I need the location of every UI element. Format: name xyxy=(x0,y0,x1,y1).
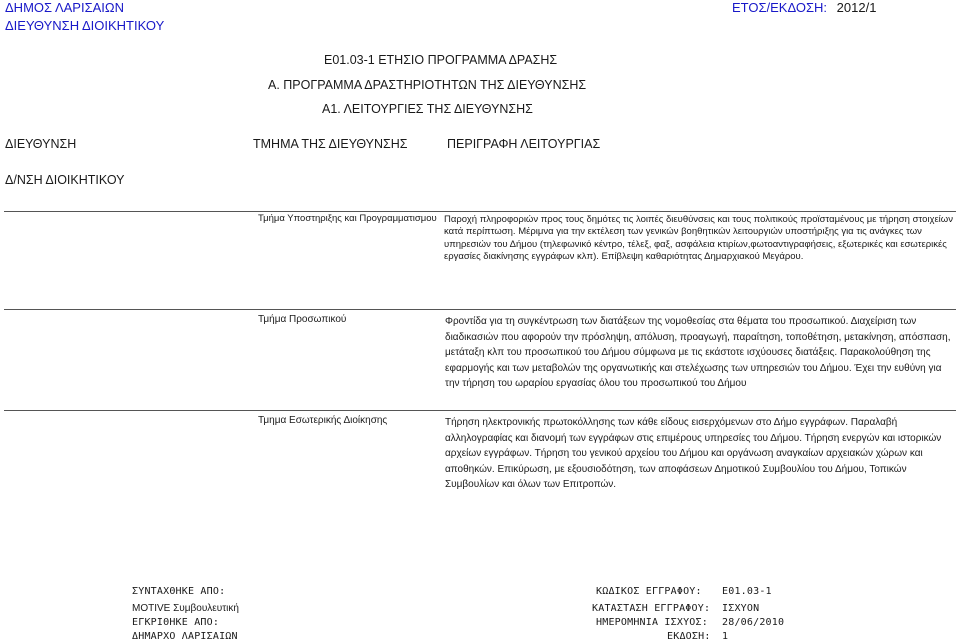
department-name: Τμήμα Υποστηριξης και Προγραμματισμου xyxy=(258,213,437,224)
column-header-directorate: ΔΙΕΥΘΥΝΣΗ xyxy=(5,137,77,151)
edition-value: 1 xyxy=(722,631,729,642)
code-label: ΚΩΔΙΚΟΣ ΕΓΓΡΑΦΟΥ: xyxy=(596,586,702,597)
function-description: Παροχή πληροφοριών προς τους δημότες τις λοιπές διευθύνσεις και τους πολιτικούς προϊσταμένους με τήρηση στοιχείων κατά περίπτωση. Μέριμνα για την εκτέλεση των γενικών βοηθητικών λειτουργιών υποστήριξης για τις ανάγκες των υπηρεσιών του Δήμου (τηλεφωνικό κέντρο, τέλεξ, φαξ, ασφάλεια κτιρίων,φωτοαντιγραφήσεις, εξωτερικές και εσωτερικές εργασίες διακίνησης εγγράφων κλπ). Επίβλεψη καθαριότητας Δημαρχιακού Μεγάρου. xyxy=(444,214,953,263)
column-header-description: ΠΕΡΙΓΡΑΦΗ ΛΕΙΤΟΥΡΓΙΑΣ xyxy=(447,137,601,151)
row-divider xyxy=(4,309,956,310)
municipality-name: ΔΗΜΟΣ ΛΑΡΙΣΑΙΩΝ xyxy=(5,0,125,15)
approved-label: ΕΓΚΡΙΘΗΚΕ ΑΠΟ: xyxy=(132,617,220,628)
document-title: Ε01.03-1 ΕΤΗΣΙΟ ΠΡΟΓΡΑΜΜΑ ΔΡΑΣΗΣ xyxy=(324,53,558,67)
effective-date xyxy=(596,617,785,628)
column-header-department: ΤΜΗΜΑ ΤΗΣ ΔΙΕΥΘΥΝΣΗΣ xyxy=(253,137,408,151)
function-description: Φροντίδα για τη συγκέντρωση των διατάξεων της νομοθεσίας στα θέματα του προσωπικού. Διαχείριση των διαδικασιών που αφορούν την πρόσληψη, απόλυση, προαγωγή, παραίτηση, τοποθέτηση, μετακίνηση, απόσπαση, μετάταξη κλπ του προσωπικού του Δήμου σύμφωνα με τις εκάστοτε ισχύουσες διατάξεις. Παρακολούθηση της εφαρμογής και των μεταβολών της οργανωτικής και στελέχωσης των υπηρεσιών του Δήμου. Έχει την ευθύνη για την τήρηση του ωραρίου εργασίας όλου του προσωπικού του Δήμου xyxy=(445,316,951,390)
edition xyxy=(667,631,729,642)
row-divider xyxy=(4,410,956,411)
date-label: ΗΜΕΡΟΜΗΝΙΑ ΙΣΧΥΟΣ: xyxy=(596,617,708,628)
code-value: Ε01.03-1 xyxy=(722,586,772,597)
approved-value: ΔΗΜΑΡΧΟ ΛΑΡΙΣΑΙΩΝ xyxy=(132,631,238,642)
directorate-name: ΔΙΕΥΘΥΝΣΗ ΔΙΟΙΚΗΤΙΚΟΥ xyxy=(5,18,165,33)
year-edition xyxy=(732,0,876,15)
date-value: 28/06/2010 xyxy=(722,617,785,628)
functions-title: Α1. ΛΕΙΤΟΥΡΓΙΕΣ ΤΗΣ ΔΙΕΥΘΥΝΣΗΣ xyxy=(322,102,533,116)
document-code xyxy=(596,586,772,597)
department-name: Τμημα Εσωτερικής Διοίκησης xyxy=(258,415,388,426)
document-status xyxy=(592,603,760,614)
function-description: Τήρηση ηλεκτρονικής πρωτοκόλλησης των κάθε είδους εισερχόμενων στο Δήμο εγγράφων. Παραλαβή αλληλογραφίας και διανομή των εγγράφων στις επιμέρους υπηρεσίες του Δήμου. Τήρηση ενεργών και ιστορικών αρχείων εγγράφων. Τήρηση του γενικού αρχείου του Δήμου και οργάνωση αναγκαίων αρχειακών χώρων και αποθηκών. Επικύρωση, με εξουσιοδότηση, των αποφάσεων Δημοτικού Συμβουλίου του Δήμου, Τοπικών Συμβουλίων και όλων των Επιτροπών. xyxy=(445,417,942,491)
department-name: Τμήμα Προσωπικού xyxy=(258,314,347,325)
status-label: ΚΑΤΑΣΤΑΣΗ ΕΓΓΡΑΦΟΥ: xyxy=(592,603,711,614)
section-divider xyxy=(4,211,956,212)
year-value: 2012/1 xyxy=(836,0,877,15)
section-title: Δ/ΝΣΗ ΔΙΟΙΚΗΤΙΚΟΥ xyxy=(5,173,125,187)
compiled-value: ΜΟΤΙVΕ Συμβουλευτική xyxy=(132,603,239,614)
status-value: ΙΣΧΥΟΝ xyxy=(722,603,760,614)
year-label: ΕΤΟΣ/ΕΚΔΟΣΗ: xyxy=(732,0,828,15)
edition-label: ΕΚΔΟΣΗ: xyxy=(667,631,711,642)
compiled-label: ΣΥΝΤΑΧΘΗΚΕ ΑΠΟ: xyxy=(132,586,226,597)
program-title: Α. ΠΡΟΓΡΑΜΜΑ ΔΡΑΣΤΗΡΙΟΤΗΤΩΝ ΤΗΣ ΔΙΕΥΘΥΝΣΗΣ xyxy=(268,78,587,92)
